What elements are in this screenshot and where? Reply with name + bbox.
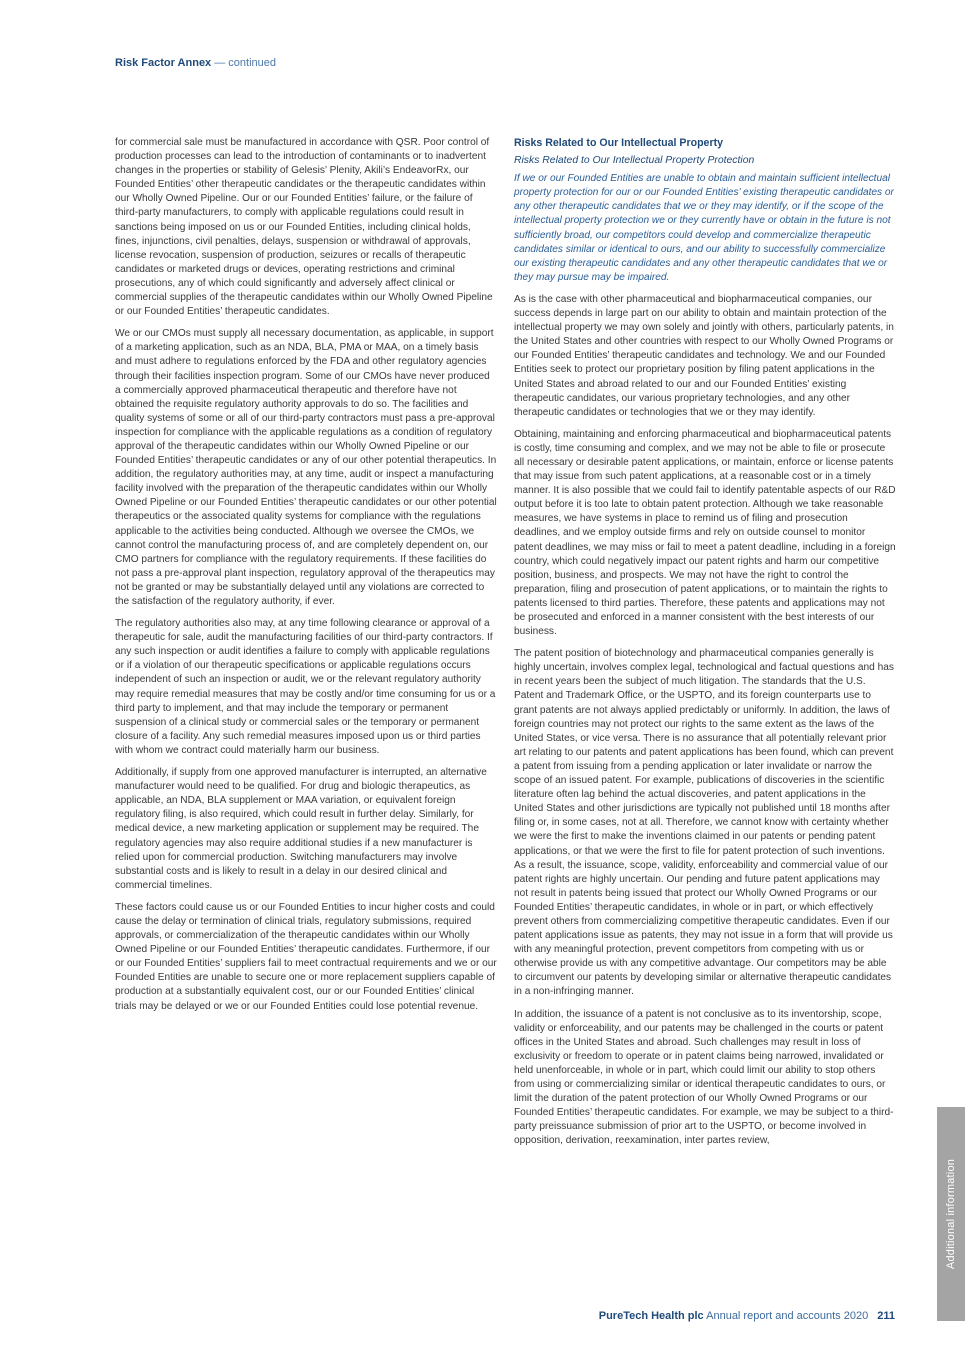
risk-lead-statement: If we or our Founded Entities are unable to obtain and maintain sufficient intellectual property protection for our or our Founded Entities’ existing therapeutic candidates or any other therapeutic candidates that we or they may identify, or if the scope of the intellectual property protection we or they currently have or obtain in the future is not sufficiently broad, our competitors could develop and commercialize therapeutic candidates similar or identical to ours, and our ability to successfully commercialize our existing therapeutic candidates and any other therapeutic candidates that we or they may pursue may be impaired. [514, 173, 894, 283]
page-number: 211 [877, 1310, 895, 1322]
paragraph: In addition, the issuance of a patent is not conclusive as to its inventorship, scope, validity or enforceability, and our patents may be challenged in the courts or patent offices in the United States and abroad. Such challenges may result in loss of exclusivity or freedom to operate or in patent claims being narrowed, invalidated or held unenforceable, in whole or in part, which could limit our ability to stop others from using or commercializing similar or identical therapeutic candidates to ours, or limit the duration of the patent protection of our Wholly Owned Programs or our Founded Entities’ therapeutic candidates. For example, we may be subject to a third-party preissuance submission of prior art to the USPTO, or become involved in opposition, derivation, reexamination, inter partes review, [514, 1008, 894, 1147]
side-tab-label: Additional information [945, 1158, 957, 1270]
subsection-heading: Risks Related to Our Intellectual Property Protection [514, 155, 755, 167]
paragraph: These factors could cause us or our Founded Entities to incur higher costs and could cause the delay or termination of clinical trials, regulatory submissions, required approvals, or commercialization of the therapeutic candidates within our Wholly Owned Pipeline or our Founded Entities’ therapeutic candidates. Furthermore, if our or our Founded Entities’ suppliers fail to meet contractual requirements and we or our Founded Entities are unable to secure one or more replacement suppliers capable of production at a substantially equivalent cost, our or our Founded Entities’ clinical trials may be delayed or we or our Founded Entities could lose potential revenue. [115, 901, 497, 1012]
paragraph: The regulatory authorities also may, at any time following clearance or approval of a therapeutic for sale, audit the manufacturing facilities of our third-party contractors. If any such inspection or audit identifies a failure to comply with applicable regulations or if a violation of our therapeutic specifications or applicable regulations occurs independent of such an inspection or audit, we or the relevant regulatory authority may require remedial measures that may be costly and/or time consuming for us or a third party to implement, and that may include the temporary or permanent suspension of a clinical study or commercial sales or the temporary or permanent closure of a facility. Any such remedial measures imposed upon us or third parties with whom we contract could materially harm our business. [115, 618, 496, 756]
left-column [115, 136, 497, 1022]
report-title: Annual report and accounts 2020 [706, 1310, 869, 1322]
company-name: PureTech Health plc [598, 1310, 704, 1322]
paragraph: Additionally, if supply from one approved manufacturer is interrupted, an alternative manufacturer would need to be qualified. For drug and biologic therapeutics, as applicable, an NDA, BLA supplement or MAA variation, or equivalent foreign regulatory filing, is also required, which could result in further delay. Similarly, for medical device, a new marketing application or supplement may be required. The regulatory agencies may also require additional studies if a new manufacturer is relied upon for commercial production. Switching manufacturers may involve substantial costs and is likely to result in a delay in our desired clinical and commercial timelines. [115, 767, 487, 891]
paragraph: for commercial sale must be manufactured in accordance with QSR. Poor control of production processes can lead to the introduction of contaminants or to inadvertent changes in the properties or stability of Gelesis’ Plenity, Akili’s EndeavorRx, our Founded Entities’ other therapeutic candidates or the therapeutic candidates within our Wholly Owned Pipeline. Our or our Founded Entities’ failure, or the failure of third-party manufacturers, to comply with applicable regulations could result in sanctions being imposed on us or our Founded Entities, including clinical holds, fines, injunctions, civil penalties, delays, suspension or withdrawal of approvals, license revocation, suspension of production, seizures or recalls of therapeutic candidates or marketed drugs or devices, operating restrictions and criminal prosecutions, any of which could significantly and adversely affect clinical or commercial supplies of the therapeutic candidates within our Wholly Owned Pipeline or our Founded Entities’ therapeutic candidates. [115, 137, 493, 318]
continued-label: — continued [214, 57, 277, 69]
paragraph: We or our CMOs must supply all necessary documentation, as applicable, in support of a marketing application, such as an NDA, BLA, PMA or MAA, on a timely basis and must adhere to regulations enforced by the FDA and other regulatory agencies through their facilities inspection program. Some of our CMOs have never produced a commercially approved pharmaceutical therapeutic and therefore have not obtained the requisite regulatory authority approvals to do so. The facilities and quality systems of some or all of our third-party contractors must pass a pre-approval inspection for compliance with the applicable regulations as a condition of regulatory approval of the therapeutic candidates within our Wholly Owned Pipeline or our Founded Entities’ therapeutic candidates or any of our other potential therapeutics. In addition, the regulatory authorities may, at any time, audit or inspect a manufacturing facility involved with the preparation of the therapeutic candidates within our Wholly Owned Pipeline or our Founded Entities’ therapeutic candidates or our other potential therapeutics or the associated quality systems for compliance with the regulations applicable to the activities being conducted. Although we oversee the CMOs, we cannot control the manufacturing process of, and are completely dependent on, our CMO partners for compliance with the regulatory requirements. If these facilities do not pass a pre-approval plant inspection, regulatory approval of the therapeutics may not be granted or may be substantially delayed until any violations are corrected to the satisfaction of the regulatory authority, if ever. [115, 328, 497, 607]
section-heading: Risks Related to Our Intellectual Property [514, 137, 723, 149]
paragraph: As is the case with other pharmaceutical and biopharmaceutical companies, our success depends in large part on our ability to obtain and maintain protection of the intellectual property we may own solely and jointly with others, particularly patents, in the United States and other countries with respect to our Wholly Owned Programs or our Founded Entities’ therapeutic candidates and technology. We and our Founded Entities seek to protect our proprietary position by filing patent applications in the United States and abroad related to our and our Founded Entities’ existing therapeutic candidates, our various proprietary technologies, and any other therapeutic candidates or technologies that we or they may identify. [514, 293, 894, 418]
page-footer [599, 1310, 895, 1322]
running-header [115, 57, 276, 69]
section-side-tab [937, 1107, 965, 1321]
right-column [514, 136, 896, 1156]
paragraph: Obtaining, maintaining and enforcing pharmaceutical and biopharmaceutical patents is costly, time consuming and complex, and we may not be able to file or prosecute all necessary or desirable patent applications, or maintain, enforce or license patents that may issue from such patent applications, at a reasonable cost or in a timely manner. It is also possible that we could fail to identify patentable aspects of our R&D output before it is too late to obtain patent protection. Although we take reasonable measures, we have systems in place to remind us of filing and prosecution deadlines, and we employ outside firms and rely on outside counsel to monitor patent deadlines, we may miss or fail to meet a patent deadline, including in a foreign country, which could negatively impact our patent rights and harm our competitive position, business, and prospects. We may not have the right to control the preparation, filing and prosecution of patent applications, or to maintain the rights to patents licensed to third parties. Therefore, these patents and applications may not be prosecuted and enforced in a manner consistent with the best interests of our business. [514, 428, 896, 638]
section-title: Risk Factor Annex [115, 57, 212, 69]
paragraph: The patent position of biotechnology and pharmaceutical companies generally is highly uncertain, involves complex legal, technological and factual questions and has in recent years been the subject of much litigation. The standards that the U.S. Patent and Trademark Office, or the USPTO, and its foreign counterparts use to grant patents are not always applied predictably or uniformly. In addition, the laws of foreign countries may not protect our rights to the same extent as the laws of the United States, or vice versa. There is no assurance that all potentially relevant prior art relating to our patents and patent applications has been found, which can prevent a patent from issuing from a pending application or later invalidate or narrow the scope of an issued patent. For example, publications of discoveries in the scientific literature often lag behind the actual discoveries, and patent applications in the United States and other jurisdictions are typically not published until 18 months after filing or, in some cases, not at all. Therefore, we cannot know with certainty whether we were the first to make the inventions claimed in our patents or pending patent applications, or that we were the first to file for patent protection of such inventions. As a result, the issuance, scope, validity, enforceability and commercial value of our patent rights are highly uncertain. Our pending and future patent applications may not result in patents being issued that protect our Wholly Owned Programs or our Founded Entities’ therapeutic candidates, in whole or in part, or which effectively prevent others from commercializing competitive therapeutic candidates. Even if our patent applications issue as patents, they may not issue in a form that will provide us with any meaningful protection, prevent competitors from competing with us or otherwise provide us with any competitive advantage. Our competitors may be able to circumvent our patents by developing similar or alternative therapeutic candidates in a non-infringing manner. [514, 648, 894, 998]
